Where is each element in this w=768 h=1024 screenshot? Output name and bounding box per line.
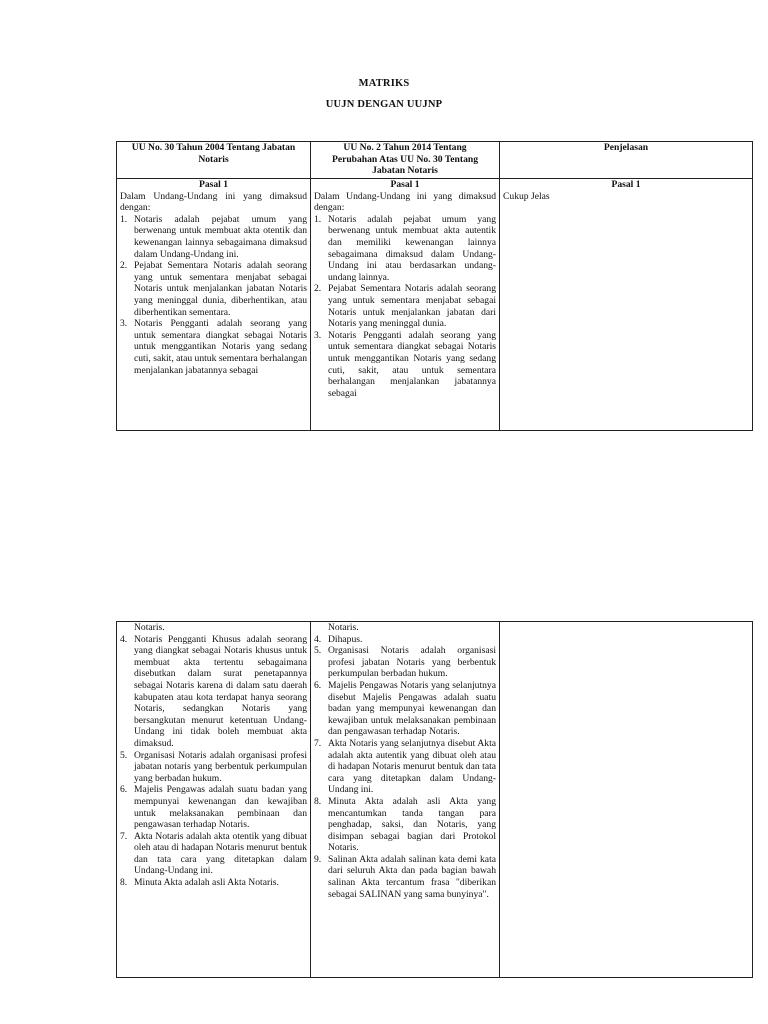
list-item: [120, 877, 307, 889]
item-number: 6.: [120, 784, 128, 796]
item-number: 3.: [314, 329, 322, 341]
item-number: 4.: [120, 633, 128, 645]
cell-intro: Dalam Undang-Undang ini yang dimaksud dengan:: [120, 190, 307, 214]
table-row: [117, 179, 753, 431]
item-text: Notaris adalah pejabat umum yang berwenang untuk membuat akta otentik dan kewenangan lainnya sebagaimana dimaksud dalam Undang-Undang ini.: [134, 213, 307, 260]
item-text: Akta Notaris yang selanjutnya disebut Akta adalah akta autentik yang dibuat oleh atau di hadapan Notaris menurut bentuk dan tata cara yang ditetapkan dalam Undang-Undang ini.: [328, 737, 496, 796]
definition-list: [120, 634, 307, 889]
item-number: 9.: [314, 853, 322, 865]
pasal-heading: Pasal 1: [390, 179, 420, 190]
document-subtitle: UUJN DENGAN UUJNP: [325, 99, 443, 110]
list-item: [120, 750, 307, 785]
item-number: 6.: [314, 679, 322, 691]
continuation-text: Notaris.: [328, 622, 359, 633]
item-text: Dihapus.: [328, 633, 363, 645]
list-item: [314, 283, 496, 329]
list-item: [314, 645, 496, 680]
list-item: [314, 796, 496, 854]
definition-list: [314, 214, 496, 400]
definition-list: [314, 634, 496, 901]
item-text: Pejabat Sementara Notaris adalah seorang yang untuk sementara menjabat sebagai Notaris untuk menjalankan jabatan Notaris yang meninggal dunia, diberhentikan, atau diberhentikan sementara.: [134, 260, 307, 318]
definition-list: [120, 214, 307, 376]
item-number: 8.: [120, 877, 128, 889]
list-item: [120, 634, 307, 750]
item-number: 4.: [314, 633, 322, 645]
header-uu-2004: UU No. 30 Tahun 2004 Tentang Jabatan Notaris: [117, 142, 311, 179]
item-number: 1.: [314, 213, 322, 225]
list-item: [314, 330, 496, 400]
item-number: 1.: [120, 213, 128, 225]
item-text: Salinan Akta adalah salinan kata demi kata dari seluruh Akta dan pada bagian bawah salinan Akta tercantum frasa "diberikan sebagai SALINAN yang sama bunyinya".: [328, 853, 496, 900]
item-number: 8.: [314, 795, 322, 807]
list-item: [314, 214, 496, 284]
cell-penjelasan-cont: [500, 622, 753, 978]
header-uu-2014: UU No. 2 Tahun 2014 Tentang Perubahan Atas UU No. 30 Tentang Jabatan Notaris: [311, 142, 500, 179]
item-number: 2.: [120, 260, 128, 272]
item-text: Minuta Akta adalah asli Akta Notaris.: [134, 877, 279, 889]
item-text: Organisasi Notaris adalah organisasi profesi jabatan notaris yang berbentuk perkumpulan yang berbadan hukum.: [134, 749, 307, 784]
item-text: Organisasi Notaris adalah organisasi profesi jabatan Notaris yang berbentuk perkumpulan berbadan hukum.: [328, 645, 496, 680]
cell-uu-2014-cont: [311, 622, 500, 978]
item-text: Akta Notaris adalah akta otentik yang dibuat oleh atau di hadapan Notaris menurut bentuk dan tata cara yang ditetapkan dalam Undang-Undang ini.: [134, 830, 307, 877]
item-number: 5.: [120, 749, 128, 761]
table-header-row: [117, 142, 753, 179]
cell-uu-2004: [117, 179, 311, 431]
item-text: Notaris Pengganti adalah seorang yang untuk sementara diangkat sebagai Notaris untuk menggantikan Notaris yang sedang cuti, sakit, atau untuk sementara berhalangan menjalankan jabatannya sebagai: [328, 329, 496, 399]
document-title: MATRIKS: [358, 78, 410, 89]
item-text: Majelis Pengawas adalah suatu badan yang mempunyai kewenangan dan kewajiban untuk melaksanakan pembinaan dan pengawasan terhadap Notaris.: [134, 784, 307, 831]
item-number: 7.: [120, 830, 128, 842]
header-penjelasan: Penjelasan: [500, 142, 753, 179]
list-item: [314, 854, 496, 900]
list-item: [120, 260, 307, 318]
list-item: [120, 318, 307, 376]
item-number: 7.: [314, 737, 322, 749]
item-number: 2.: [314, 283, 322, 295]
list-item: [314, 738, 496, 796]
comparison-table-part-2: [116, 621, 753, 978]
item-text: Notaris adalah pejabat umum yang berwenang untuk membuat akta autentik dan memiliki kewenangan lainnya sebagaimana dimaksud dalam Undang-Undang ini atau berdasarkan undang-undang lainnya.: [328, 213, 496, 283]
list-item: [314, 680, 496, 738]
item-text: Minuta Akta adalah asli Akta yang mencantumkan tanda tangan para penghadap, saksi, dan Notaris, yang disimpan sebagai bagian dari Protokol Notaris.: [328, 795, 496, 854]
cell-intro: Dalam Undang-Undang ini yang dimaksud dengan:: [314, 190, 496, 214]
item-text: Notaris Pengganti adalah seorang yang untuk sementara diangkat sebagai Notaris untuk menggantikan Notaris yang sedang cuti, sakit, atau untuk sementara berhalangan menjalankan jabatannya sebagai: [134, 318, 307, 376]
pasal-heading: Pasal 1: [198, 179, 229, 190]
cell-uu-2004-cont: [117, 622, 311, 978]
cell-penjelasan: [500, 179, 753, 431]
list-item: [120, 831, 307, 877]
list-item: [120, 214, 307, 260]
cell-uu-2014: [311, 179, 500, 431]
table-row: [117, 622, 753, 978]
item-text: Majelis Pengawas Notaris yang selanjutnya disebut Majelis Pengawas adalah suatu badan yang mempunyai kewenangan dan kewajiban untuk melaksanakan pembinaan dan pengawasan terhadap Notaris.: [328, 679, 496, 738]
item-text: Notaris Pengganti Khusus adalah seorang yang diangkat sebagai Notaris khusus untuk membuat akta tertentu sebagaimana disebutkan dalam surat penetapannya sebagai Notaris karena di dalam satu daerah kabupaten atau kota terdapat hanya seorang Notaris, sedangkan Notaris yang bersangkutan menurut ketentuan Undang-Undang ini tidak boleh membuat akta dimaksud.: [134, 633, 307, 749]
item-text: Pejabat Sementara Notaris adalah seorang yang untuk sementara menjabat sebagai Notaris untuk menjalankan jabatan dari Notaris yang meninggal dunia.: [328, 283, 496, 330]
item-number: 3.: [120, 318, 128, 330]
continuation-text: Notaris.: [134, 622, 165, 633]
list-item: [314, 634, 496, 646]
penjelasan-text: Cukup Jelas: [503, 190, 550, 202]
comparison-table-part-1: [116, 141, 753, 431]
item-number: 5.: [314, 645, 322, 657]
list-item: [120, 784, 307, 830]
pasal-heading: Pasal 1: [611, 179, 641, 190]
